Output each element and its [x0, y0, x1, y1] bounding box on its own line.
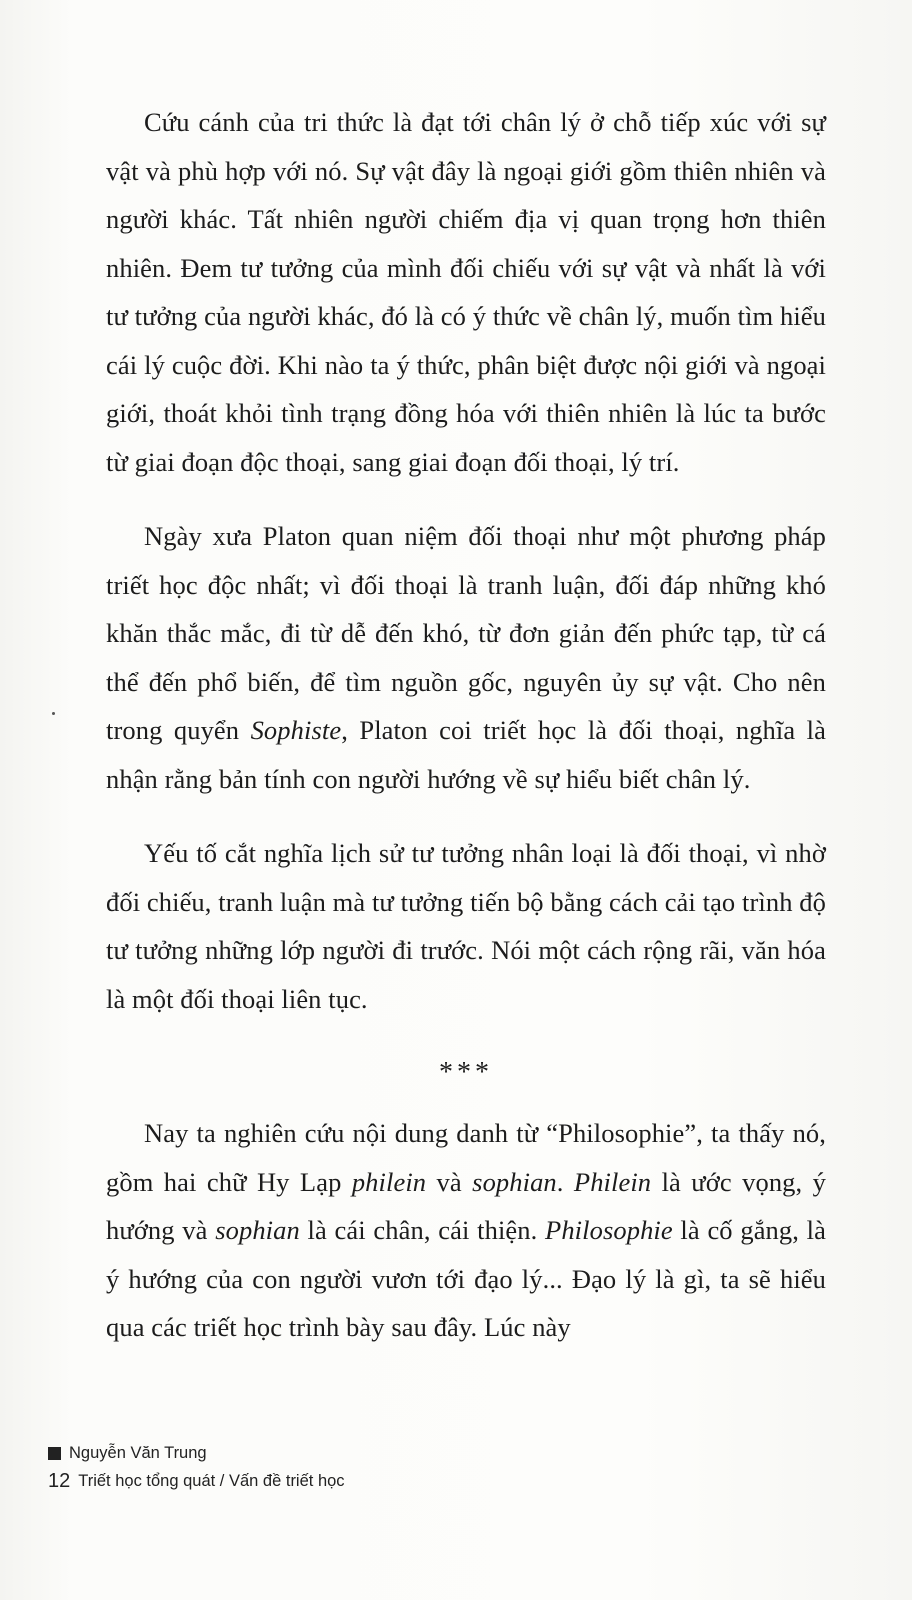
footer-author-row: [48, 1441, 345, 1465]
paragraph-4-italic-philosophie: Philosophie: [545, 1215, 673, 1245]
page-footer: [48, 1441, 345, 1493]
paragraph-2-text-c: , Platon coi triết học là đối thoại, nghĩa là nhận rằng bản tính con người hướng về sự hiểu biết chân lý.: [106, 715, 826, 794]
paragraph-4-italic-philein-2: Philein: [573, 1166, 652, 1197]
footer-title-row: [48, 1469, 345, 1493]
paragraph-1: [106, 98, 826, 486]
footer-author: Nguyễn Văn Trung: [69, 1443, 207, 1462]
paragraph-4-text-e: .: [556, 1166, 574, 1197]
paragraph-2-italic-sophiste: Sophiste: [250, 715, 342, 745]
speck-mark: [52, 712, 55, 715]
page-number: 12: [48, 1469, 71, 1492]
paragraph-4-text-c: và: [426, 1166, 473, 1197]
paragraph-3-text: Yếu tố cắt nghĩa lịch sử tư tưởng nhân loại là đối thoại, vì nhờ đối chiếu, tranh luận mà tư tưởng tiến bộ bằng cách cải tạo trình độ tư tưởng những lớp người đi trước. Nói một cách rộng rãi, văn hóa là một đối thoại liên tục.: [106, 838, 826, 1014]
footer-book-title: Triết học tổng quát / Vấn đề triết học: [78, 1471, 345, 1490]
paragraph-4-italic-sophian: sophian: [472, 1166, 557, 1197]
section-separator: ***: [439, 1057, 493, 1088]
paragraph-4-text-g: là ước vọng, ý hướng và: [106, 1166, 826, 1245]
paragraph-4-text-i: là cái chân, cái thiện.: [299, 1215, 546, 1245]
paragraph-1-text: Cứu cánh của tri thức là đạt tới chân lý ở chỗ tiếp xúc với sự vật và phù hợp với nó. Sự vật đây là ngoại giới gồm thiên nhiên và người khác. Tất nhiên người chiếm địa vị quan trọng hơn thiên nhiên. Đem tư tưởng của mình đối chiếu với sự vật và nhất là với tư tưởng của người khác, đó là có ý thức về chân lý, muốn tìm hiểu cái lý cuộc đời. Khi nào ta ý thức, phân biệt được nội giới và ngoại giới, thoát khỏi tình trạng đồng hóa với thiên nhiên là lúc ta bước từ giai đoạn độc thoại, sang giai đoạn đối thoại, lý trí.: [106, 107, 826, 477]
square-bullet-icon: [48, 1447, 61, 1460]
paragraph-4: [106, 1109, 826, 1352]
page-body: [106, 98, 826, 1378]
paragraph-4-italic-sophian-2: sophian: [215, 1215, 300, 1245]
paragraph-4-italic-philein: philein: [351, 1166, 427, 1197]
paragraph-3: [106, 829, 826, 1023]
paragraph-4-text-a: Nay ta nghiên cứu nội dung danh từ “Philosophie”, ta thấy nó, gồm hai chữ Hy Lạp: [106, 1118, 826, 1197]
paragraph-2: [106, 512, 826, 803]
paragraph-2-text-a: Ngày xưa Platon quan niệm đối thoại như một phương pháp triết học độc nhất; vì đối thoại là tranh luận, đối đáp những khó khăn thắc mắc, đi từ dễ đến khó, từ đơn giản đến phức tạp, từ cá thể đến phổ biến, để tìm nguồn gốc, nguyên ủy sự vật. Cho nên trong quyển: [106, 521, 826, 745]
paragraph-4-text-k: là cố gắng, là ý hướng của con người vươn tới đạo lý... Đạo lý là gì, ta sẽ hiểu qua các triết học trình bày sau đây. Lúc này: [106, 1215, 826, 1342]
